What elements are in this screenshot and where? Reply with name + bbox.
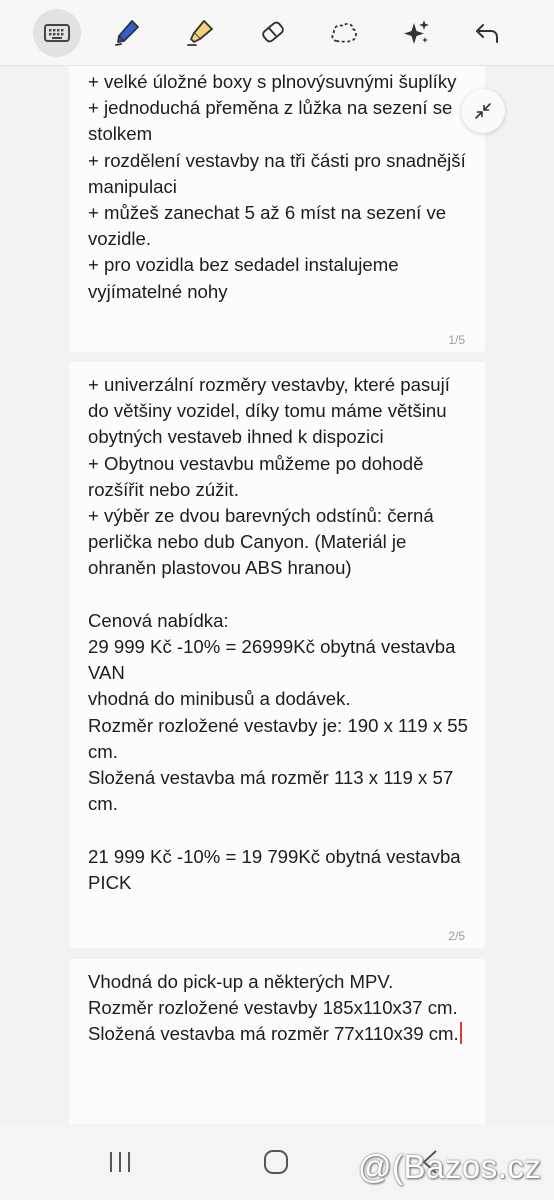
keyboard-icon	[41, 17, 73, 49]
eraser-icon	[257, 17, 289, 49]
note-page-3[interactable]	[69, 959, 485, 1124]
home-button[interactable]	[256, 1144, 296, 1180]
sparkle-icon	[400, 17, 432, 49]
pen-icon	[111, 17, 143, 49]
home-icon	[262, 1148, 290, 1176]
page-text[interactable]: + velké úložné boxy s plnovýsuvnými šuplíky + jednoduchá přeměna z lůžka na sezení se stolkem + rozdělení vestavby na tři části pro snadnější manipulaci + můžeš zanechat 5 až 6 míst na sezení ve vozidle. + pro vozidla bez sedadel instalujeme vyjímatelné nohy	[88, 71, 466, 302]
note-page-1[interactable]	[69, 66, 485, 352]
note-pages[interactable]	[0, 66, 554, 1124]
text-cursor	[460, 1022, 462, 1044]
recent-apps-button[interactable]	[100, 1144, 140, 1180]
ai-tool[interactable]	[392, 9, 440, 57]
page-text[interactable]: Vhodná do pick-up a některých MPV. Rozměr rozložené vestavby 185x110x37 cm. Složená vestavba má rozměr 77x110x39 cm.	[88, 971, 459, 1045]
pen-toolbar	[0, 0, 554, 66]
eraser-tool[interactable]	[249, 9, 297, 57]
pen-tool[interactable]	[103, 9, 151, 57]
lasso-icon	[328, 17, 360, 49]
undo-icon	[471, 17, 503, 49]
lasso-tool[interactable]	[320, 9, 368, 57]
page-text[interactable]: + univerzální rozměry vestavby, které pasují do většiny vozidel, díky tomu máme většinu obytných vestaveb ihned k dispozici + Obytnou vestavbu můžeme po dohodě rozšířit nebo zúžit. + výběr ze dvou barevných odstínů: černá perlička nebo dub Canyon. (Materiál je ohraněn plastovou ABS hranou) Cenová nabídka: 29 999 Kč -10% = 26999Kč obytná vestavba VAN vhodná do minibusů a dodávek. Rozměr rozložené vestavby je: 190 x 119 x 55 cm. Složená vestavba má rozměr 113 x 119 x 57 cm. 21 999 Kč -10% = 19 799Kč obytná vestavba PICK	[88, 374, 468, 893]
page-number: 1/5	[448, 333, 465, 347]
watermark: @(Bazos.cz	[358, 1148, 542, 1185]
recent-apps-icon	[107, 1150, 133, 1174]
collapse-icon	[472, 100, 494, 122]
highlighter-tool[interactable]	[176, 9, 224, 57]
highlighter-icon	[184, 17, 216, 49]
collapse-view-button[interactable]	[461, 89, 505, 133]
page-text-editing[interactable]	[88, 969, 473, 1048]
keyboard-tool[interactable]	[33, 9, 81, 57]
undo-button[interactable]	[463, 9, 511, 57]
note-page-2[interactable]	[69, 362, 485, 948]
page-number: 2/5	[448, 929, 465, 943]
